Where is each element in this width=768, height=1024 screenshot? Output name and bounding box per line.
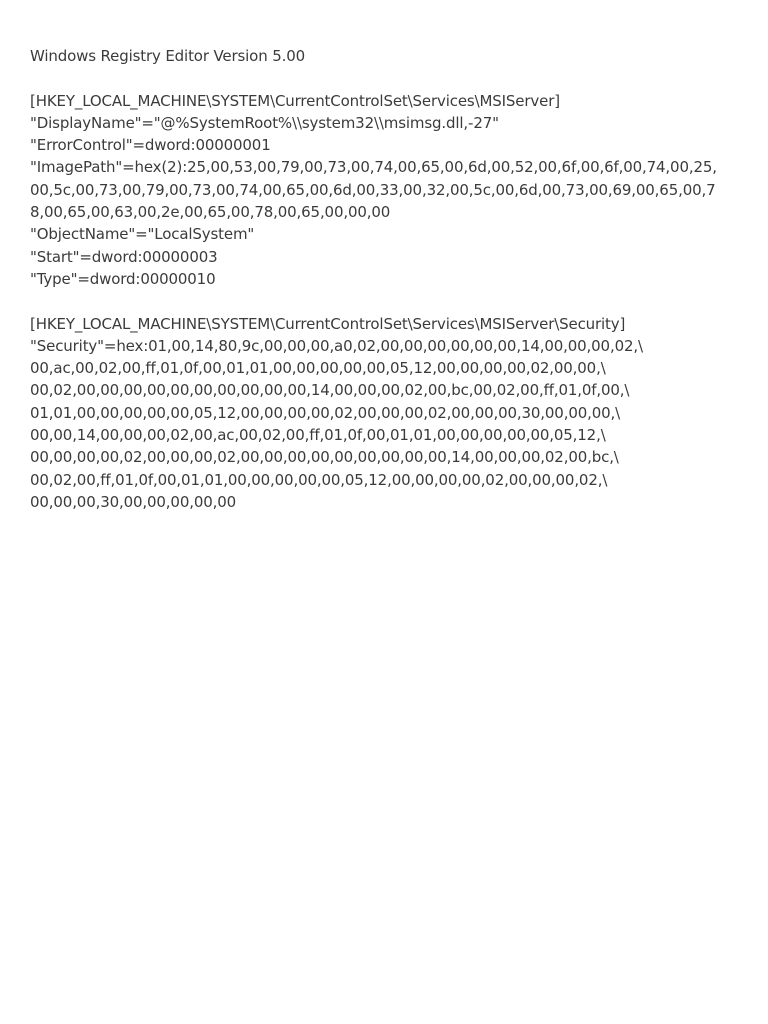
registry-value-line: 00,00,14,00,00,00,02,00,ac,00,02,00,ff,01,0f,00,01,01,00,00,00,00,00,05,12,\ <box>30 426 606 445</box>
registry-section <box>30 313 750 514</box>
registry-value-line: "Type"=dword:00000010 <box>30 269 216 288</box>
registry-value-line: "DisplayName"="@%SystemRoot%\\system32\\msimsg.dll,-27" <box>30 113 499 132</box>
registry-value-line: 00,00,00,30,00,00,00,00,00 <box>30 492 237 511</box>
registry-value-line: "ImagePath"=hex(2):25,00,53,00,79,00,73,00,74,00,65,00,6d,00,52,00,6f,00,6f,00,74,00,25, <box>30 158 717 177</box>
registry-value-line: "Start"=dword:00000003 <box>30 247 218 266</box>
registry-value-line: "ErrorControl"=dword:00000001 <box>30 136 271 155</box>
registry-key-path: [HKEY_LOCAL_MACHINE\SYSTEM\CurrentControlSet\Services\MSIServer] <box>30 91 560 110</box>
registry-value-line: 00,00,00,00,02,00,00,00,02,00,00,00,00,00,00,00,00,00,14,00,00,00,02,00,bc,\ <box>30 448 619 467</box>
registry-value-line: 8,00,65,00,63,00,2e,00,65,00,78,00,65,00,00,00 <box>30 203 391 222</box>
blank-line <box>30 67 750 89</box>
registry-value-line: 00,02,00,ff,01,0f,00,01,01,00,00,00,00,00,05,12,00,00,00,00,02,00,00,00,02,\ <box>30 470 608 489</box>
registry-value-line: 00,02,00,00,00,00,00,00,00,00,00,00,14,00,00,00,02,00,bc,00,02,00,ff,01,0f,00,\ <box>30 381 630 400</box>
registry-value-line: 00,5c,00,73,00,79,00,73,00,74,00,65,00,6d,00,33,00,32,00,5c,00,6d,00,73,00,69,00,65,00,7 <box>30 180 716 199</box>
registry-value-line: 00,ac,00,02,00,ff,01,0f,00,01,01,00,00,00,00,00,05,12,00,00,00,00,02,00,00,\ <box>30 359 606 378</box>
blank-line <box>30 290 750 312</box>
registry-section <box>30 90 750 291</box>
registry-document <box>30 45 750 513</box>
registry-header: Windows Registry Editor Version 5.00 <box>30 47 305 65</box>
registry-key-path: [HKEY_LOCAL_MACHINE\SYSTEM\CurrentControlSet\Services\MSIServer\Security] <box>30 314 626 333</box>
registry-value-line: "ObjectName"="LocalSystem" <box>30 225 255 244</box>
registry-value-line: "Security"=hex:01,00,14,80,9c,00,00,00,a0,02,00,00,00,00,00,00,14,00,00,00,02,\ <box>30 336 643 355</box>
registry-value-line: 01,01,00,00,00,00,00,05,12,00,00,00,00,02,00,00,00,02,00,00,00,30,00,00,00,\ <box>30 403 621 422</box>
